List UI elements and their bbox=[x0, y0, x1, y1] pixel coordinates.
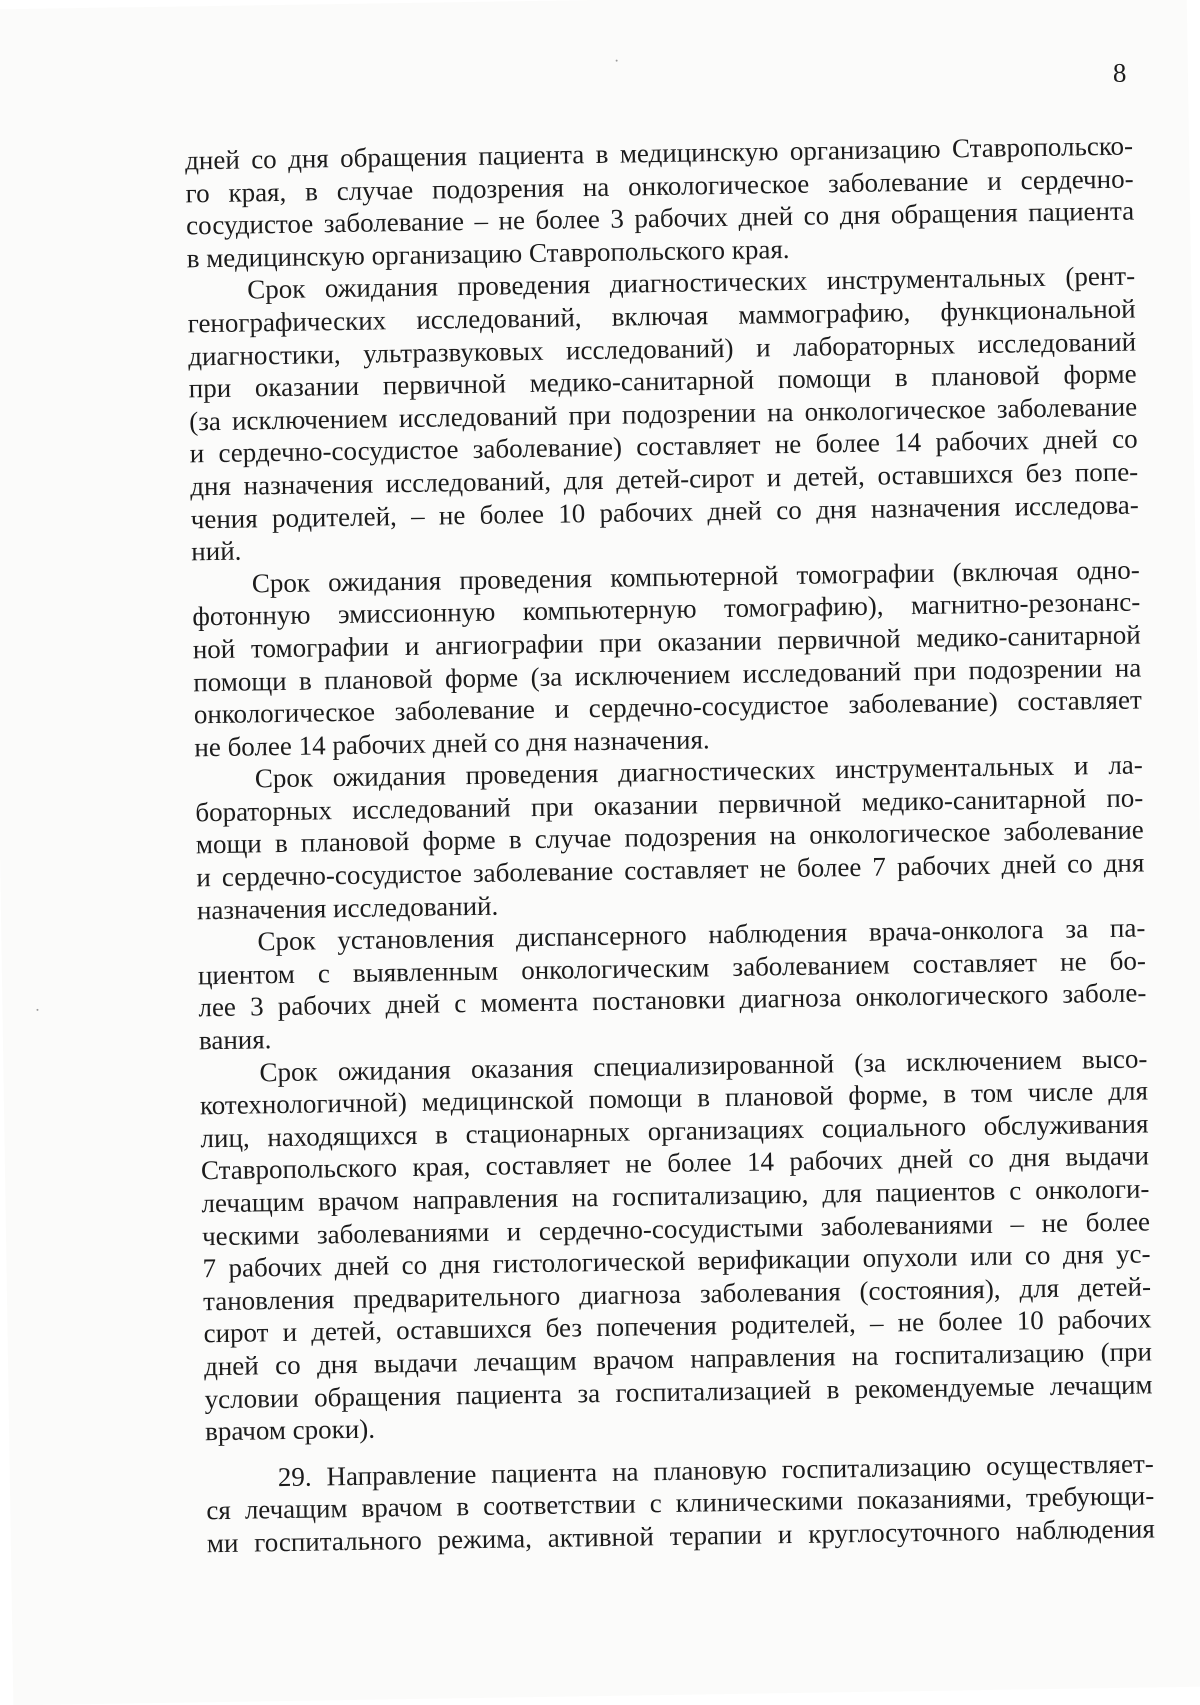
text-line: генографических исследований, включая маммографию, функциональной bbox=[187, 293, 1136, 339]
text-line: ной томографии и ангиографии при оказании первичной медико-санитарной bbox=[192, 619, 1141, 665]
text-line: дня назначения исследований, для детей-сирот и детей, оставшихся без попе- bbox=[190, 456, 1139, 502]
text-line: вания. bbox=[198, 1024, 272, 1056]
scan-speck bbox=[616, 60, 618, 62]
paragraph-p2 bbox=[192, 553, 1143, 763]
text-line: Ставропольского края, составляет не более 14 рабочих дней со дня выдачи bbox=[200, 1140, 1150, 1186]
document-body bbox=[185, 130, 1155, 1560]
text-line: циентом с выявленным онкологическим заболеванием составляет не бо- bbox=[197, 945, 1147, 991]
text-line: бораторных исследований при оказании первичной медико-санитарной по- bbox=[195, 782, 1144, 828]
text-line: лечащим врачом направления на госпитализацию, для пациентов с онкологи- bbox=[201, 1173, 1150, 1219]
text-line: диагностики, ультразвуковых исследований) и лабораторных исследований bbox=[187, 326, 1137, 371]
page-number: 8 bbox=[1112, 57, 1127, 88]
text-line: в медицинскую организацию Ставропольского края. bbox=[186, 233, 790, 274]
text-line: Срок ожидания проведения диагностических инструментальных (рент- bbox=[246, 260, 1136, 305]
text-line: фотонную эмиссионную компьютерную томографию), магнитно-резонанс- bbox=[192, 586, 1141, 632]
text-line: дней со дня обращения пациента в медицинскую организацию Ставропольско- bbox=[184, 130, 1134, 176]
text-line: ми госпитального режима, активной терапии и круглосуточного наблюдения bbox=[206, 1513, 1155, 1559]
paragraph-p3 bbox=[195, 749, 1145, 927]
text-line: (за исключением исследований при подозрении на онкологическое заболевание bbox=[189, 391, 1138, 437]
text-line: лее 3 рабочих дней с момента постановки диагноза онкологического заболе- bbox=[198, 977, 1147, 1023]
paragraph-p6 bbox=[206, 1447, 1155, 1560]
text-line: 29. Направление пациента на плановую госпитализацию осуществляет- bbox=[277, 1448, 1154, 1492]
text-line: тановления предварительного диагноза заболевания (состояния), для детей- bbox=[202, 1271, 1152, 1317]
text-line: котехнологичной) медицинской помощи в плановой форме, в том числе для bbox=[199, 1075, 1149, 1121]
text-line: Срок установления диспансерного наблюдения врача-онколога за па- bbox=[257, 912, 1146, 957]
paragraph-p1 bbox=[187, 260, 1139, 568]
text-line: лиц, находящихся в стационарных организациях социального обслуживания bbox=[200, 1108, 1149, 1154]
text-line: мощи в плановой форме в случае подозрения на онкологическое заболевание bbox=[195, 814, 1145, 860]
text-line: ческими заболеваниями и сердечно-сосудистыми заболеваниями – не более bbox=[201, 1206, 1151, 1251]
text-line: при оказании первичной медико-санитарной помощи в плановой форме bbox=[188, 358, 1137, 404]
text-line: не более 14 рабочих дней со дня назначения. bbox=[194, 723, 710, 763]
text-line: сирот и детей, оставшихся без попечения родителей, – не более 10 рабочих bbox=[203, 1303, 1152, 1349]
paragraph-p0 bbox=[185, 130, 1135, 275]
text-line: назначения исследований. bbox=[196, 890, 499, 925]
text-line: ся лечащим врачом в соответствии с клиническими показаниями, требующи- bbox=[206, 1480, 1155, 1526]
text-line: дней со дня выдачи лечащим врачом направления на госпитализацию (при bbox=[203, 1336, 1153, 1382]
text-line: сосудистое заболевание – не более 3 рабочих дней со дня обращения пациента bbox=[185, 195, 1135, 241]
text-line: помощи в плановой форме (за исключением исследований при подозрении на bbox=[193, 651, 1142, 697]
text-line: Срок ожидания проведения диагностических инструментальных и ла- bbox=[254, 749, 1143, 794]
text-line: условии обращения пациента за госпитализацией в рекомендуемые лечащим bbox=[204, 1368, 1153, 1414]
text-line: врачом сроки). bbox=[204, 1413, 376, 1447]
text-line: чения родителей, – не более 10 рабочих дней со дня назначения исследова- bbox=[190, 489, 1139, 534]
paragraph-p4 bbox=[197, 912, 1147, 1057]
text-line: Срок ожидания оказания специализированной (за исключением высо- bbox=[259, 1043, 1148, 1087]
text-line: и сердечно-сосудистое заболевание) составляет не более 14 рабочих дней со bbox=[189, 423, 1138, 469]
text-line: ний. bbox=[191, 535, 242, 567]
text-line: и сердечно-сосудистое заболевание составляет не более 7 рабочих дней со дня bbox=[196, 847, 1145, 893]
paragraph-p5 bbox=[199, 1042, 1153, 1448]
text-line: го края, в случае подозрения на онкологическое заболевание и сердечно- bbox=[185, 163, 1134, 209]
text-line: Срок ожидания проведения компьютерной томографии (включая одно- bbox=[251, 554, 1140, 599]
text-line: 7 рабочих дней со дня гистологической верификации опухоли или со дня ус- bbox=[202, 1238, 1151, 1284]
scan-speck bbox=[36, 1009, 38, 1011]
text-line: онкологическое заболевание и сердечно-сосудистое заболевание) составляет bbox=[193, 684, 1142, 730]
